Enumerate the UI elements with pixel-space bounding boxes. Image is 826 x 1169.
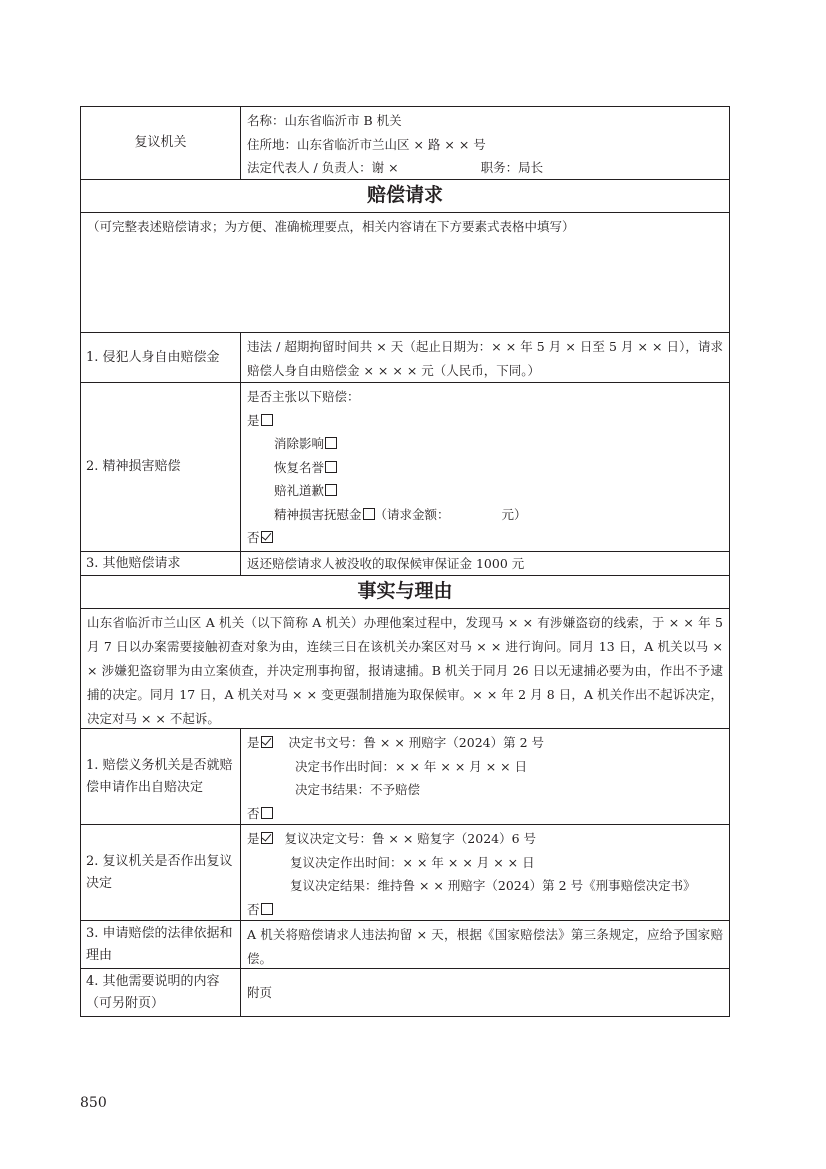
claim3-text: 返还赔偿请求人被没收的取保候审保证金 1000 元 bbox=[247, 556, 525, 571]
claims-section-title: 赔偿请求 bbox=[366, 184, 443, 206]
fact1-options bbox=[241, 729, 729, 824]
claim1-text: 违法 / 超期拘留时间共 × 天（起止日期为：× × 年 5 月 × 日至 5 月 × × 日），请求赔偿人身自由赔偿金 × × × × 元（人民币，下同。） bbox=[247, 339, 723, 378]
claim2-row bbox=[81, 383, 730, 552]
reviewing-organ-label: 复议机关 bbox=[81, 107, 241, 179]
fact1-yes-line bbox=[247, 731, 723, 755]
claim2-opt4-line bbox=[247, 503, 723, 527]
organ-representative: 法定代表人 / 负责人：谢 × bbox=[247, 160, 399, 175]
fact1-row bbox=[81, 729, 730, 825]
fact3-row bbox=[81, 921, 730, 969]
fact1-no-line bbox=[247, 802, 723, 826]
claim2-label: 2. 精神损害赔偿 bbox=[81, 383, 241, 551]
fact2-row bbox=[81, 825, 730, 921]
claims-heading-row bbox=[81, 180, 730, 213]
claim3-row bbox=[81, 552, 730, 576]
fact1-no-checkbox[interactable] bbox=[261, 807, 273, 819]
claim2-yes-label: 是 bbox=[247, 412, 260, 428]
claim2-yes-line bbox=[247, 409, 723, 433]
claim2-opt1-checkbox[interactable] bbox=[325, 437, 337, 449]
fact2-no-label: 否 bbox=[247, 901, 260, 917]
claim2-no-label: 否 bbox=[247, 530, 260, 545]
facts-heading-row bbox=[81, 576, 730, 609]
fact1-doc-no: 决定书文号：鲁 × × 刑赔字（2024）第 2 号 bbox=[288, 735, 545, 750]
fact1-result: 决定书结果：不予赔偿 bbox=[295, 782, 421, 797]
compensation-form-table bbox=[80, 106, 730, 1017]
fact3-label: 3. 申请赔偿的法律依据和理由 bbox=[81, 921, 241, 968]
fact2-no-checkbox[interactable] bbox=[261, 903, 273, 915]
fact3-text: A 机关将赔偿请求人违法拘留 × 天，根据《国家赔偿法》第三条规定，应给予国家赔偿。 bbox=[247, 927, 723, 966]
fact2-yes-label: 是 bbox=[247, 831, 260, 846]
claim2-question: 是否主张以下赔偿： bbox=[247, 389, 360, 404]
fact2-time: 复议决定作出时间：× × 年 × × 月 × × 日 bbox=[290, 854, 535, 870]
claim2-opt2-label: 恢复名誉 bbox=[274, 459, 325, 475]
fact2-options bbox=[241, 825, 729, 920]
claim2-amount-prefix: （请求金额： bbox=[374, 506, 450, 522]
facts-text-row bbox=[81, 609, 730, 729]
claim2-no-checkbox[interactable] bbox=[261, 531, 273, 543]
claim2-opt2-checkbox[interactable] bbox=[325, 461, 337, 473]
organ-rep-line bbox=[247, 156, 723, 180]
reviewing-organ-row bbox=[81, 107, 730, 180]
page-number: 850 bbox=[80, 1095, 107, 1111]
organ-address: 住所地：山东省临沂市兰山区 × 路 × × 号 bbox=[247, 136, 486, 152]
claim1-label: 1. 侵犯人身自由赔偿金 bbox=[81, 333, 241, 382]
fact2-label: 2. 复议机关是否作出复议决定 bbox=[81, 825, 241, 920]
claim2-opt3-checkbox[interactable] bbox=[325, 484, 337, 496]
claims-note: （可完整表述赔偿请求；为方便、准确梳理要点，相关内容请在下方要素式表格中填写） bbox=[87, 219, 575, 234]
claim2-yes-checkbox[interactable] bbox=[261, 414, 273, 426]
fact1-yes-checkbox[interactable] bbox=[261, 736, 273, 748]
claim2-no-line bbox=[247, 526, 723, 550]
reviewing-organ-info bbox=[241, 107, 729, 179]
fact2-doc-no: 复议决定文号：鲁 × × 赔复字（2024）6 号 bbox=[284, 831, 537, 846]
claim2-opt4-checkbox[interactable] bbox=[363, 508, 375, 520]
claim2-opt3-label: 赔礼道歉 bbox=[274, 483, 325, 498]
claim2-options bbox=[241, 383, 729, 551]
claim2-opt3-line bbox=[247, 479, 723, 503]
facts-text: 山东省临沂市兰山区 A 机关（以下简称 A 机关）办理他案过程中，发现马 × × 有涉嫌盗窃的线索，于 × × 年 5 月 7 日以办案需要接触初查对象为由，连续三日在该机关办案区对马 × × 进行询问。同月 13 日，A 机关以马 × × 涉嫌犯盗窃罪为由立案侦查，并决定刑事拘留，报请逮捕。B 机关于同月 26 日以无逮捕必要为由，作出不予逮捕的决定。同月 17 日，A 机关对马 × × 变更强制措施为取保候审。× × 年 2 月 8 日，A 机关作出不起诉决定，决定对马 × × 不起诉。 bbox=[87, 615, 723, 726]
fact4-row bbox=[81, 969, 730, 1017]
facts-section-title: 事实与理由 bbox=[357, 580, 453, 602]
organ-position: 职务：局长 bbox=[480, 160, 544, 175]
organ-name: 名称：山东省临沂市 B 机关 bbox=[247, 113, 402, 128]
claim2-opt4-label: 精神损害抚慰金 bbox=[274, 506, 362, 522]
claim2-amount-suffix: 元） bbox=[501, 506, 527, 522]
claim2-opt1-label: 消除影响 bbox=[274, 436, 325, 451]
fact4-label: 4. 其他需要说明的内容（可另附页） bbox=[81, 969, 241, 1016]
fact2-result: 复议决定结果：维持鲁 × × 刑赔字（2024）第 2 号《刑事赔偿决定书》 bbox=[290, 878, 696, 893]
claim1-row bbox=[81, 333, 730, 383]
fact1-no-label: 否 bbox=[247, 805, 260, 821]
fact2-yes-line bbox=[247, 827, 723, 851]
claim2-opt1-line bbox=[247, 432, 723, 456]
claim3-label: 3. 其他赔偿请求 bbox=[81, 552, 241, 575]
claims-note-row bbox=[81, 213, 730, 333]
fact1-label: 1. 赔偿义务机关是否就赔偿申请作出自赔决定 bbox=[81, 729, 241, 824]
fact2-no-line bbox=[247, 898, 723, 922]
fact1-time: 决定书作出时间：× × 年 × × 月 × × 日 bbox=[295, 758, 528, 774]
fact4-text: 附页 bbox=[247, 984, 273, 1000]
fact1-yes-label: 是 bbox=[247, 735, 260, 750]
fact2-yes-checkbox[interactable] bbox=[261, 832, 273, 844]
claim2-opt2-line bbox=[247, 456, 723, 480]
